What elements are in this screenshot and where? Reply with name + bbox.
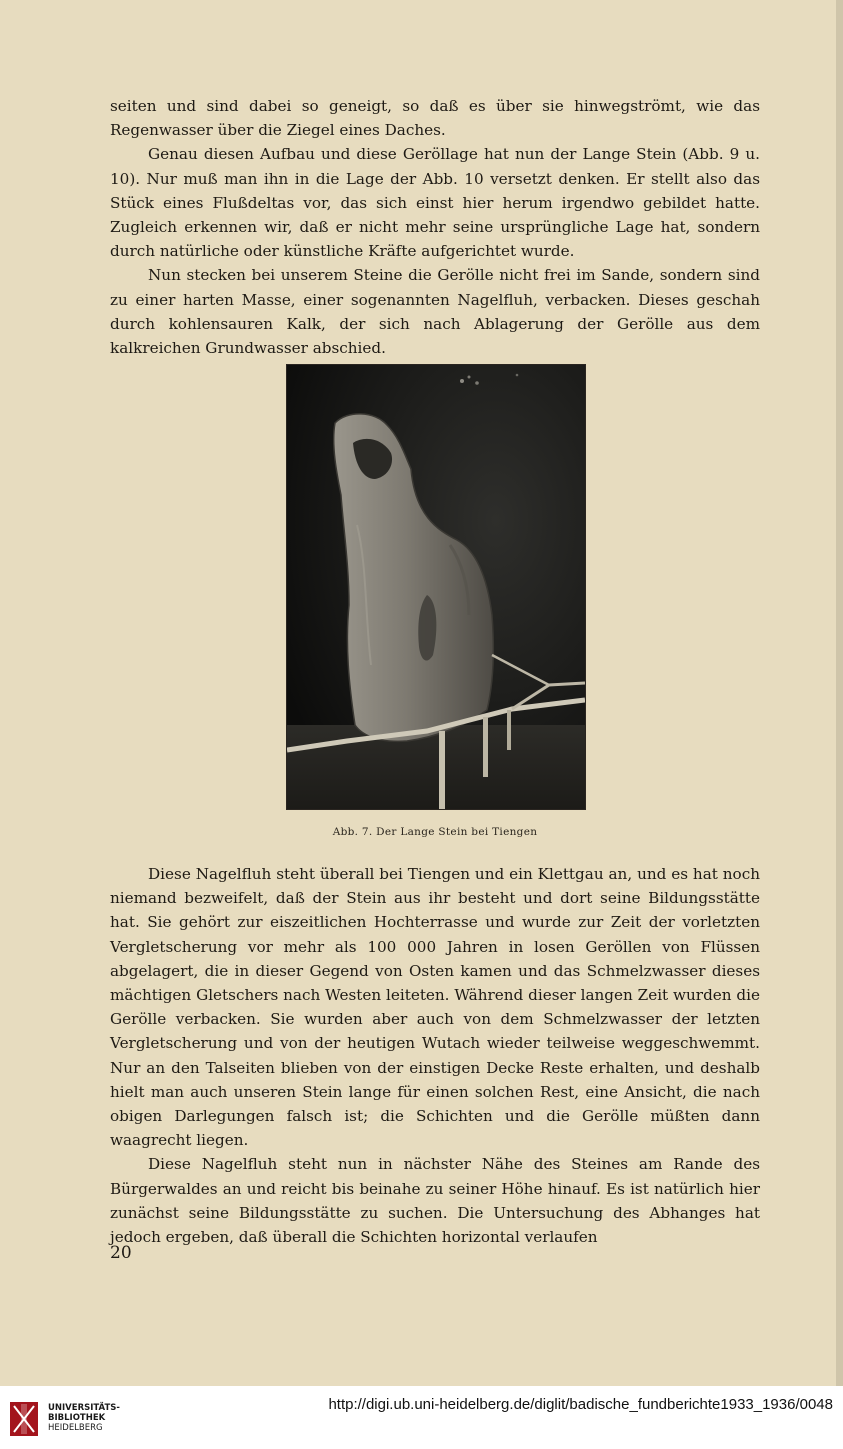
page-number: 20 <box>110 1243 132 1263</box>
library-line: BIBLIOTHEK <box>48 1413 106 1423</box>
figure-caption: Abb. 7. Der Lange Stein bei Tiengen <box>332 826 538 838</box>
library-line: HEIDELBERG <box>48 1423 103 1433</box>
university-library-logo-icon <box>8 1398 40 1440</box>
library-name <box>48 1403 120 1433</box>
stone-photo-illustration <box>287 365 585 809</box>
source-url-link[interactable]: http://digi.ub.uni-heidelberg.de/diglit/badische_fundberichte1933_1936/0048 <box>328 1396 833 1413</box>
photograph-lange-stein <box>286 364 586 810</box>
body-text-bottom <box>110 862 760 1249</box>
paragraph: seiten und sind dabei so geneigt, so daß es über sie hinwegströmt, wie das Regenwasser über die Ziegel eines Daches. <box>110 97 760 140</box>
paragraph: Diese Nagelfluh steht nun in nächster Nähe des Steines am Rande des Bürgerwaldes an und reicht bis beinahe zu seiner Höhe hinauf. Es ist natürlich hier zunächst seine Bildungsstätte zu suchen. Die Untersuchung des Abhanges hat jedoch ergeben, daß überall die Schichten horizontal verlaufen <box>110 1155 760 1247</box>
library-line: UNIVERSITÄTS- <box>48 1403 120 1413</box>
paragraph: Nun stecken bei unserem Steine die Gerölle nicht frei im Sande, sondern sind zu einer harten Masse, einer sogenannten Nagelfluh, verbacken. Dieses geschah durch kohlensauren Kalk, der sich nach Ablagerung der Gerölle aus dem kalkreichen Grundwasser abschied. <box>110 266 760 358</box>
paragraph: Diese Nagelfluh steht überall bei Tiengen und ein Klettgau an, und es hat noch niemand bezweifelt, daß der Stein aus ihr besteht und dort seine Bildungsstätte hat. Sie gehört zur eiszeitlichen Hochterrasse und wurde zur Zeit der vorletzten Vergletscherung vor mehr als 100 000 Jahren in losen Geröllen von Flüssen abgelagert, die in dieser Gegend von Osten kamen und das Schmelzwasser dieses mächtigen Gletschers nach Westen leiteten. Während dieser langen Zeit wurden die Gerölle verbacken. Sie wurden aber auch von dem Schmelzwasser der letzten Vergletscherung und von der heutigen Wutach wieder teilweise weggeschwemmt. Nur an den Talseiten blieben von der einstigen Decke Reste erhalten, und deshalb hielt man auch unseren Stein lange für einen solchen Rest, eine Ansicht, die nach obigen Darlegungen falsch ist; die Schichten und die Gerölle müßten dann waagrecht liegen. <box>110 865 760 1150</box>
page-edge <box>836 0 843 1386</box>
body-text-top <box>110 94 760 360</box>
paragraph: Genau diesen Aufbau und diese Geröllage hat nun der Lange Stein (Abb. 9 u. 10). Nur muß man ihn in die Lage der Abb. 10 versetzt denken. Er stellt also das Stück eines Flußdeltas vor, das sich einst hier herum irgendwo gebildet hatte. Zugleich erkennen wir, daß er nicht mehr seine ursprüngliche Lage hat, sondern durch natürliche oder künstliche Kräfte aufgerichtet wurde. <box>110 145 760 261</box>
